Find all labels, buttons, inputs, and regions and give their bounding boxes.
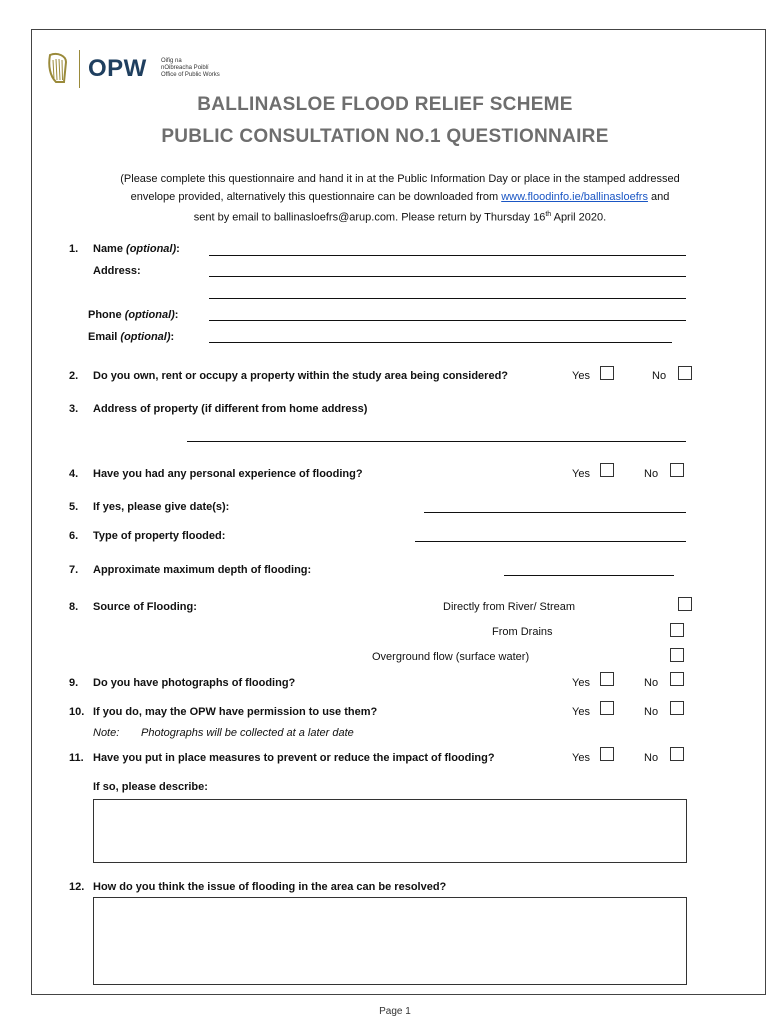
address-field-line1[interactable]: [209, 276, 686, 277]
logo-divider: [79, 50, 80, 88]
q9-no-label: No: [644, 677, 659, 689]
intro-line3-end: April 2020.: [551, 211, 607, 224]
page-number: Page 1: [379, 1006, 411, 1017]
q9-text: Do you have photographs of flooding?: [93, 677, 296, 689]
q11-no-label: No: [644, 752, 659, 764]
q9-yes-label: Yes: [572, 677, 590, 689]
q5-text: If yes, please give date(s):: [93, 501, 230, 513]
q4-yes-label: Yes: [572, 468, 590, 480]
email-optional: (optional): [120, 331, 171, 343]
q8-river-checkbox[interactable]: [678, 597, 692, 611]
phone-label: Phone: [88, 309, 122, 321]
intro-line2: [40, 188, 760, 206]
q6-number: 6.: [69, 530, 79, 542]
q4-no-label: No: [644, 468, 659, 480]
q2-yes-label: Yes: [572, 370, 590, 382]
q8-option-overground: Overground flow (surface water): [372, 651, 530, 663]
measures-textbox[interactable]: [93, 799, 687, 863]
q9-no-checkbox[interactable]: [670, 672, 684, 686]
q11-number: 11.: [69, 752, 84, 764]
flood-depth-field[interactable]: [504, 575, 674, 576]
q2-no-label: No: [652, 370, 667, 382]
q9-yes-checkbox[interactable]: [600, 672, 614, 686]
intro-text: [40, 170, 760, 227]
q11-no-checkbox[interactable]: [670, 747, 684, 761]
q1-phone-label: Phone (optional):: [88, 309, 179, 321]
q9-number: 9.: [69, 677, 79, 689]
q10-no-checkbox[interactable]: [670, 701, 684, 715]
name-optional: (optional): [126, 243, 177, 255]
q5-number: 5.: [69, 501, 79, 513]
email-label: Email: [88, 331, 118, 343]
q8-option-drains: From Drains: [492, 626, 553, 638]
org-name-line3: Office of Public Works: [161, 72, 220, 78]
phone-optional: (optional): [124, 309, 175, 321]
intro-line2-end: and: [647, 191, 670, 203]
q11-text: Have you put in place measures to prevent or reduce the impact of flooding?: [93, 752, 495, 764]
intro-sup: th: [545, 211, 552, 218]
q1-number: 1.: [69, 243, 79, 255]
q3-number: 3.: [69, 403, 79, 415]
q1-name-label: Name (optional):: [93, 243, 180, 255]
resolution-textbox[interactable]: [93, 897, 687, 985]
download-link[interactable]: www.floodinfo.ie/ballinasloefrs: [501, 191, 648, 203]
q1-address-label: Address:: [93, 265, 141, 277]
name-label: Name: [93, 243, 123, 255]
property-address-field[interactable]: [187, 441, 686, 442]
flood-dates-field[interactable]: [424, 512, 686, 513]
email-field[interactable]: [209, 342, 672, 343]
org-name: [161, 58, 220, 79]
property-type-field[interactable]: [415, 541, 686, 542]
q8-option-river: Directly from River/ Stream: [443, 601, 576, 613]
q10-note-text: Photographs will be collected at a later date: [141, 727, 354, 739]
q8-overground-checkbox[interactable]: [670, 648, 684, 662]
q12-text: How do you think the issue of flooding in the area can be resolved?: [93, 881, 447, 893]
q7-number: 7.: [69, 564, 79, 576]
q7-text: Approximate maximum depth of flooding:: [93, 564, 312, 576]
q10-no-label: No: [644, 706, 659, 718]
q2-number: 2.: [69, 370, 79, 382]
title-line2: PUBLIC CONSULTATION NO.1 QUESTIONNAIRE: [161, 126, 609, 147]
title-line1: BALLINASLOE FLOOD RELIEF SCHEME: [197, 94, 573, 115]
q12-number: 12.: [69, 881, 85, 893]
q11-sub-label: If so, please describe:: [93, 781, 208, 793]
q8-number: 8.: [69, 601, 79, 613]
q8-text: Source of Flooding:: [93, 601, 197, 613]
intro-line3: [40, 206, 760, 227]
q11-yes-checkbox[interactable]: [600, 747, 614, 761]
q10-note-label: Note:: [93, 727, 120, 739]
q4-text: Have you had any personal experience of flooding?: [93, 468, 363, 480]
q11-yes-label: Yes: [572, 752, 590, 764]
q8-drains-checkbox[interactable]: [670, 623, 684, 637]
q4-number: 4.: [69, 468, 79, 480]
org-name-line1: Oifig na: [161, 58, 182, 64]
q6-text: Type of property flooded:: [93, 530, 226, 542]
address-field-line2[interactable]: [209, 298, 686, 299]
intro-line2-text: envelope provided, alternatively this questionnaire can be downloaded from: [130, 191, 502, 203]
q10-yes-checkbox[interactable]: [600, 701, 614, 715]
q3-text: Address of property (if different from home address): [93, 403, 368, 415]
opw-logo-text: OPW: [88, 55, 147, 82]
q10-yes-label: Yes: [572, 706, 590, 718]
q2-yes-checkbox[interactable]: [600, 366, 614, 380]
q10-number: 10.: [69, 706, 85, 718]
phone-field[interactable]: [209, 320, 686, 321]
q2-no-checkbox[interactable]: [678, 366, 692, 380]
name-field[interactable]: [209, 255, 686, 256]
intro-line3-text: sent by email to ballinasloefrs@arup.com. Please return by Thursday 16: [193, 211, 546, 224]
q4-no-checkbox[interactable]: [670, 463, 684, 477]
q1-email-label: Email (optional):: [88, 331, 175, 343]
harp-logo-icon: [44, 52, 70, 86]
q4-yes-checkbox[interactable]: [600, 463, 614, 477]
q10-text: If you do, may the OPW have permission to use them?: [93, 706, 378, 718]
org-name-line2: nOibreacha Poiblí: [161, 65, 209, 71]
q2-text: Do you own, rent or occupy a property within the study area being considered?: [93, 370, 509, 382]
intro-line1: (Please complete this questionnaire and hand it in at the Public Information Day or place in the stamped addressed: [120, 173, 680, 185]
